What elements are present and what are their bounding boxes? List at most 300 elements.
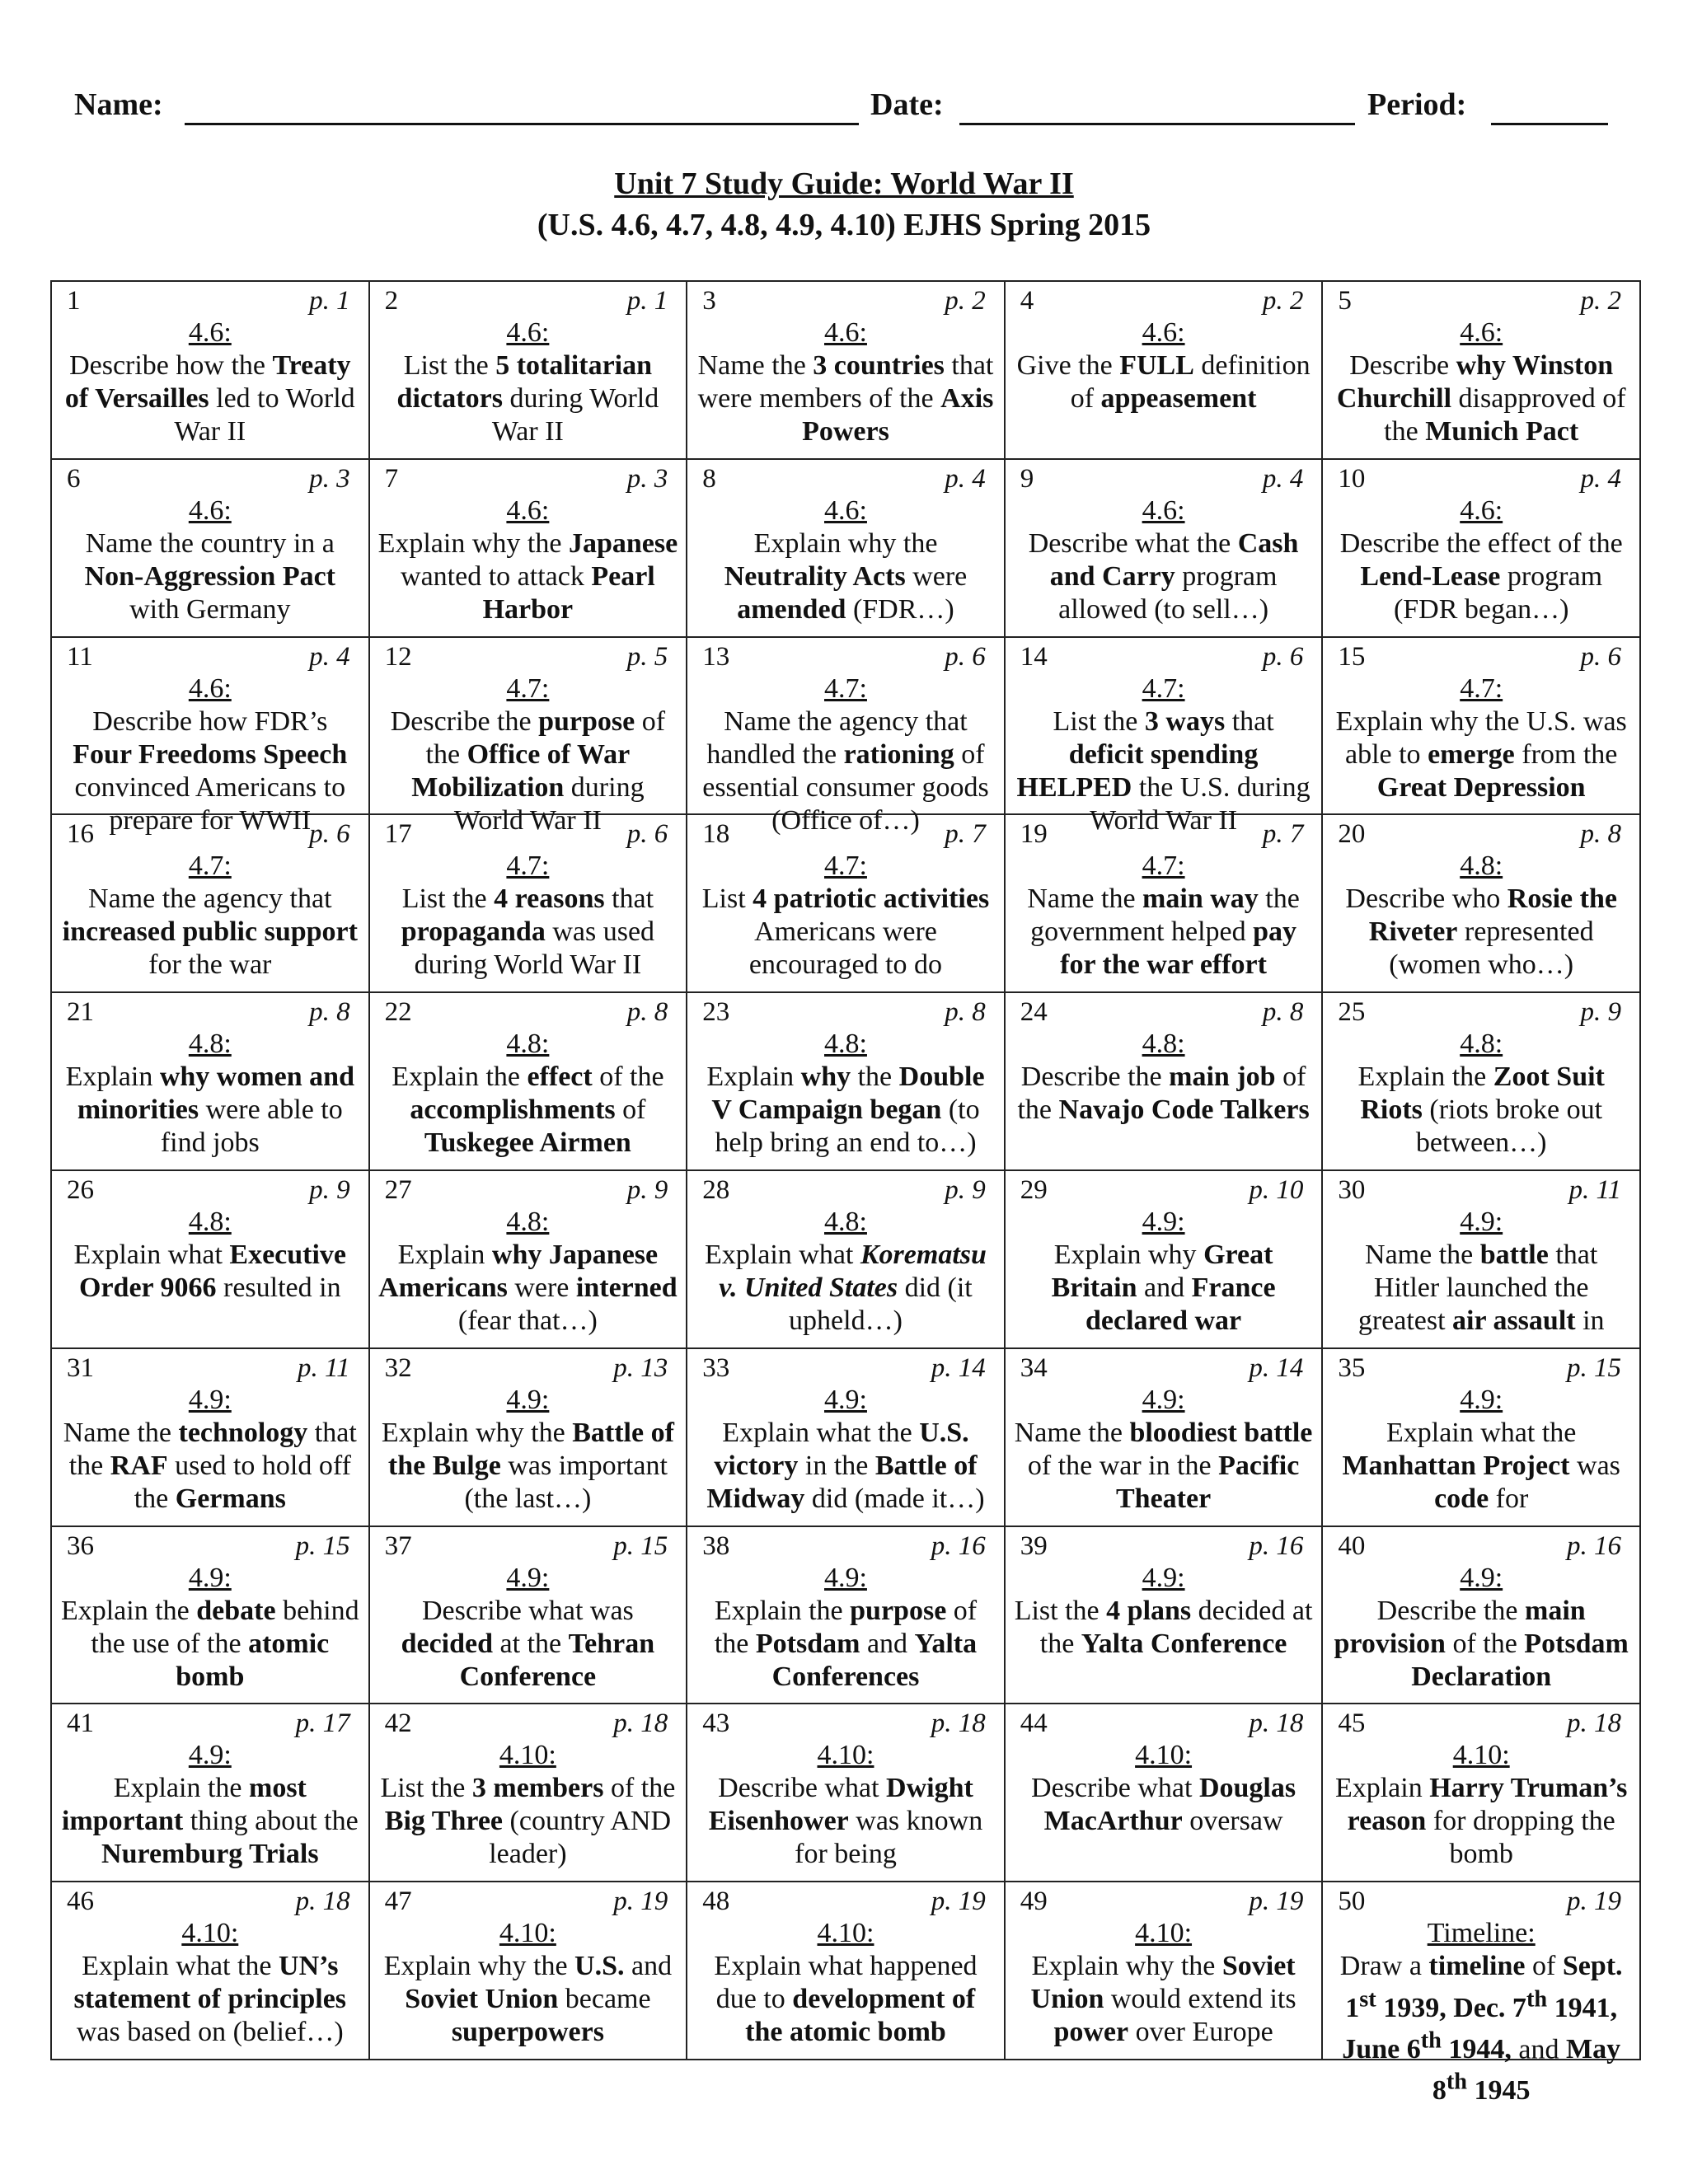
- study-item-content: [1323, 815, 1639, 987]
- study-item-content: [370, 1882, 687, 2054]
- item-standard: 4.9:: [1142, 1384, 1185, 1415]
- item-page-ref: p. 11: [1568, 1174, 1621, 1205]
- item-number: 50: [1338, 1886, 1366, 1917]
- item-number: 9: [1020, 463, 1034, 494]
- item-prompt: Explain why the U.S. and Soviet Union became superpowers: [383, 1951, 673, 2048]
- item-standard: 4.8:: [1460, 851, 1503, 882]
- study-item: [1322, 459, 1640, 637]
- study-item: [51, 1170, 369, 1348]
- item-prompt: Explain what the UN’s statement of principles was based on (belief…): [73, 1951, 347, 2048]
- study-item: [1322, 1348, 1640, 1526]
- item-prompt: Explain what the Manhattan Project was code for: [1342, 1417, 1620, 1514]
- item-number: 10: [1338, 463, 1366, 494]
- item-number: 2: [384, 286, 399, 316]
- item-prompt: Describe how FDR’s Four Freedoms Speech convinced Americans to prepare for WWII: [73, 705, 348, 836]
- item-standard: 4.9:: [1460, 1562, 1503, 1593]
- study-item-content: [687, 1882, 1004, 2054]
- item-number: 17: [384, 819, 412, 850]
- item-standard: 4.6:: [824, 317, 867, 348]
- study-item: [1005, 1170, 1323, 1348]
- item-prompt: Describe why Winston Churchill disapproved of the Munich Pact: [1336, 350, 1626, 447]
- study-item: [369, 992, 687, 1170]
- student-info-header: [74, 87, 1624, 139]
- study-item-content: [1006, 815, 1322, 987]
- item-standard: 4.7:: [506, 673, 550, 704]
- item-prompt: Explain what Executive Order 9066 resulted in: [73, 1239, 347, 1303]
- item-page-ref: p. 14: [1249, 1352, 1304, 1383]
- study-item: [1322, 637, 1640, 815]
- grid-row: [51, 992, 1640, 1170]
- grid-body: [51, 281, 1640, 2107]
- item-number: 46: [67, 1886, 94, 1917]
- item-number: 36: [67, 1530, 94, 1561]
- item-page-ref: p. 6: [309, 819, 350, 850]
- item-standard: 4.7:: [1460, 673, 1503, 704]
- study-item: [1005, 814, 1323, 992]
- item-page-ref: p. 19: [1567, 1886, 1621, 1917]
- item-prompt: Explain what the U.S. victory in the Battle of Midway did (made it…): [706, 1417, 985, 1514]
- study-item: [687, 1526, 1005, 1704]
- name-field[interactable]: [185, 123, 859, 125]
- item-page-ref: p. 6: [1262, 641, 1304, 672]
- item-prompt: Name the main way the government helped pay for the war effort: [1027, 883, 1300, 981]
- study-item-content: [1006, 1704, 1322, 1876]
- study-item-content: [687, 1349, 1004, 1521]
- item-number: 45: [1338, 1708, 1366, 1739]
- item-prompt: Explain what Korematsu v. United States did (it upheld…): [705, 1239, 987, 1336]
- study-item: [51, 992, 369, 1170]
- item-prompt: Explain why Japanese Americans were interned (fear that…): [378, 1239, 678, 1336]
- item-prompt: Name the agency that handled the rationing of essential consumer goods (Office of…): [702, 705, 989, 836]
- item-page-ref: p. 9: [1580, 997, 1621, 1028]
- study-item-content: [370, 460, 687, 631]
- study-item-content: [1323, 1704, 1639, 1876]
- study-item-content: [687, 460, 1004, 631]
- study-item-content: [52, 815, 368, 987]
- study-item-content: [1006, 460, 1322, 631]
- item-standard: 4.9:: [824, 1562, 867, 1593]
- study-item: [51, 459, 369, 637]
- item-number: 25: [1338, 997, 1366, 1028]
- study-item-content: [52, 1171, 368, 1343]
- study-item: [1322, 1704, 1640, 1882]
- item-standard: 4.10:: [1452, 1740, 1510, 1771]
- item-number: 33: [702, 1352, 730, 1383]
- study-item-content: [52, 1704, 368, 1876]
- item-page-ref: p. 4: [945, 463, 986, 494]
- study-item-content: [687, 1527, 1004, 1699]
- item-standard: 4.10:: [499, 1740, 556, 1771]
- study-item: [369, 1526, 687, 1704]
- item-page-ref: p. 2: [945, 286, 986, 316]
- study-item: [51, 1348, 369, 1526]
- item-page-ref: p. 4: [1262, 463, 1304, 494]
- item-page-ref: p. 17: [295, 1708, 350, 1739]
- item-prompt: Explain the purpose of the Potsdam and Yalta Conferences: [714, 1595, 978, 1692]
- item-standard: 4.6:: [188, 494, 232, 526]
- item-number: 8: [702, 463, 716, 494]
- item-page-ref: p. 3: [309, 463, 350, 494]
- study-item: [369, 1170, 687, 1348]
- item-prompt: Describe how the Treaty of Versailles led to World War II: [64, 350, 355, 447]
- study-item: [1322, 992, 1640, 1170]
- date-field[interactable]: [959, 123, 1355, 125]
- study-item-content: [52, 993, 368, 1165]
- item-page-ref: p. 18: [931, 1708, 986, 1739]
- item-number: 3: [702, 286, 716, 316]
- item-standard: 4.9:: [824, 1384, 867, 1415]
- item-page-ref: p. 18: [295, 1886, 350, 1917]
- item-number: 30: [1338, 1174, 1366, 1205]
- page-title: [0, 163, 1688, 246]
- item-prompt: List the 4 plans decided at the Yalta Conference: [1014, 1595, 1313, 1659]
- item-page-ref: p. 6: [626, 819, 668, 850]
- item-number: 38: [702, 1530, 730, 1561]
- study-item: [1005, 1348, 1323, 1526]
- study-item: [51, 1526, 369, 1704]
- item-number: 47: [384, 1886, 412, 1917]
- item-standard: 4.9:: [1142, 1206, 1185, 1237]
- study-item: [687, 992, 1005, 1170]
- item-standard: 4.6:: [506, 317, 550, 348]
- item-prompt: Explain the effect of the accomplishments of Tuskegee Airmen: [392, 1062, 664, 1159]
- item-prompt: Explain what happened due to development of the atomic bomb: [714, 1951, 978, 2048]
- item-number: 6: [67, 463, 81, 494]
- item-page-ref: p. 16: [1567, 1530, 1621, 1561]
- item-standard: 4.9:: [188, 1740, 232, 1771]
- period-label: Period:: [1367, 87, 1467, 122]
- date-label: Date:: [870, 87, 944, 122]
- study-item-content: [1323, 460, 1639, 631]
- item-standard: 4.8:: [824, 1029, 867, 1060]
- item-page-ref: p. 8: [309, 997, 350, 1028]
- study-item-content: [687, 1171, 1004, 1343]
- study-item: [51, 814, 369, 992]
- item-number: 48: [702, 1886, 730, 1917]
- item-prompt: Explain why the Japanese wanted to attack Pearl Harbor: [377, 527, 678, 625]
- item-page-ref: p. 16: [1249, 1530, 1304, 1561]
- item-page-ref: p. 4: [1580, 463, 1621, 494]
- study-item: [51, 1882, 369, 2060]
- period-field[interactable]: [1491, 123, 1608, 125]
- study-item: [51, 1704, 369, 1882]
- item-prompt: List the 3 ways that deficit spending HELPED the U.S. during World War II: [1016, 705, 1311, 836]
- item-number: 24: [1020, 997, 1048, 1028]
- study-item: [687, 1882, 1005, 2060]
- study-item: [687, 1704, 1005, 1882]
- item-page-ref: p. 13: [613, 1352, 668, 1383]
- item-page-ref: p. 5: [626, 641, 668, 672]
- item-standard: 4.9:: [1460, 1384, 1503, 1415]
- study-item: [1322, 1170, 1640, 1348]
- item-number: 35: [1338, 1352, 1366, 1383]
- item-standard: 4.8:: [1142, 1029, 1185, 1060]
- study-item: [369, 281, 687, 459]
- item-standard: 4.9:: [188, 1384, 232, 1415]
- item-page-ref: p. 8: [626, 997, 668, 1028]
- study-item-content: [370, 1349, 687, 1521]
- item-prompt: Describe what Dwight Eisenhower was known for being: [708, 1773, 983, 1870]
- item-number: 14: [1020, 641, 1048, 672]
- item-page-ref: p. 2: [1580, 286, 1621, 316]
- item-prompt: Explain why the Double V Campaign began (to help bring an end to…): [706, 1062, 985, 1159]
- study-item: [1005, 281, 1323, 459]
- item-standard: 4.9:: [1142, 1562, 1185, 1593]
- item-standard: 4.7:: [506, 851, 550, 882]
- item-number: 31: [67, 1352, 94, 1383]
- item-page-ref: p. 19: [1249, 1886, 1304, 1917]
- item-number: 13: [702, 641, 730, 672]
- item-standard: 4.10:: [817, 1740, 874, 1771]
- study-item-content: [52, 460, 368, 631]
- study-item: [1322, 1882, 1640, 2107]
- item-prompt: Name the battle that Hitler launched the greatest air assault in: [1357, 1239, 1605, 1336]
- item-number: 40: [1338, 1530, 1366, 1561]
- item-standard: 4.10:: [1135, 1740, 1193, 1771]
- item-prompt: Explain the Zoot Suit Riots (riots broke out between…): [1357, 1062, 1605, 1159]
- item-standard: 4.6:: [1460, 317, 1503, 348]
- name-label: Name:: [74, 87, 163, 122]
- item-prompt: List the 5 totalitarian dictators during World War II: [396, 350, 659, 447]
- item-standard: 4.6:: [188, 317, 232, 348]
- item-page-ref: p. 9: [945, 1174, 986, 1205]
- item-prompt: Explain the most important thing about the Nuremburg Trials: [61, 1773, 359, 1870]
- item-number: 16: [67, 819, 94, 850]
- item-prompt: Name the country in a Non-Aggression Pact with Germany: [84, 527, 335, 625]
- study-item-content: [687, 815, 1004, 987]
- item-page-ref: p. 15: [613, 1530, 668, 1561]
- study-item-content: [370, 1527, 687, 1699]
- item-prompt: Describe what the Cash and Carry program allowed (to sell…): [1028, 527, 1299, 625]
- item-number: 5: [1338, 286, 1352, 316]
- item-number: 22: [384, 997, 412, 1028]
- study-item: [687, 281, 1005, 459]
- item-standard: 4.6:: [824, 494, 867, 526]
- item-number: 21: [67, 997, 94, 1028]
- item-number: 29: [1020, 1174, 1048, 1205]
- item-number: 23: [702, 997, 730, 1028]
- item-prompt: Name the 3 countries that were members of the Axis Powers: [697, 350, 994, 447]
- study-item-content: [1323, 282, 1639, 453]
- item-page-ref: p. 19: [613, 1886, 668, 1917]
- item-standard: 4.8:: [824, 1206, 867, 1237]
- item-prompt: List the 3 members of the Big Three (country AND leader): [380, 1773, 676, 1870]
- item-number: 12: [384, 641, 412, 672]
- item-page-ref: p. 15: [295, 1530, 350, 1561]
- item-prompt: Describe who Rosie the Riveter represented (women who…): [1345, 883, 1617, 981]
- item-number: 20: [1338, 819, 1366, 850]
- item-page-ref: p. 18: [1567, 1708, 1621, 1739]
- item-prompt: Describe the main job of the Navajo Code Talkers: [1017, 1062, 1310, 1126]
- study-item-content: [370, 993, 687, 1165]
- title-line-2: (U.S. 4.6, 4.7, 4.8, 4.9, 4.10) EJHS Spring 2015: [537, 208, 1151, 242]
- item-prompt: Explain why women and minorities were able to find jobs: [65, 1062, 355, 1159]
- item-prompt: Name the technology that the RAF used to hold off the Germans: [63, 1417, 357, 1514]
- item-number: 19: [1020, 819, 1048, 850]
- item-page-ref: p. 3: [626, 463, 668, 494]
- grid-row: [51, 1704, 1640, 1882]
- item-prompt: Give the FULL definition of appeasement: [1016, 350, 1311, 414]
- study-item-content: [687, 1704, 1004, 1876]
- item-page-ref: p. 8: [945, 997, 986, 1028]
- study-item: [1005, 992, 1323, 1170]
- grid-row: [51, 1882, 1640, 2060]
- study-item-content: [1323, 993, 1639, 1165]
- item-prompt: Describe the effect of the Lend-Lease program (FDR began…): [1339, 527, 1623, 625]
- item-standard: 4.8:: [1460, 1029, 1503, 1060]
- study-item: [687, 1170, 1005, 1348]
- study-item: [687, 1348, 1005, 1526]
- item-prompt: Describe what Douglas MacArthur oversaw: [1031, 1773, 1296, 1837]
- item-standard: 4.10:: [499, 1918, 556, 1949]
- item-number: 15: [1338, 641, 1366, 672]
- item-number: 42: [384, 1708, 412, 1739]
- item-prompt: Explain why Great Britain and France declared war: [1051, 1239, 1276, 1336]
- study-item: [369, 1348, 687, 1526]
- grid-row: [51, 1348, 1640, 1526]
- item-standard: 4.8:: [506, 1029, 550, 1060]
- item-page-ref: p. 11: [298, 1352, 350, 1383]
- study-guide-grid: [50, 280, 1641, 2107]
- item-page-ref: p. 7: [945, 819, 986, 850]
- study-item-content: [370, 815, 687, 987]
- study-item-content: [52, 1349, 368, 1521]
- item-number: 41: [67, 1708, 94, 1739]
- item-page-ref: p. 4: [309, 641, 350, 672]
- study-item-content: [687, 993, 1004, 1165]
- grid-row: [51, 281, 1640, 459]
- item-standard: 4.10:: [817, 1918, 874, 1949]
- item-page-ref: p. 1: [626, 286, 668, 316]
- item-standard: 4.7:: [188, 851, 232, 882]
- item-number: 32: [384, 1352, 412, 1383]
- item-prompt: Describe the main provision of the Potsdam Declaration: [1334, 1595, 1629, 1692]
- study-item: [369, 459, 687, 637]
- study-item: [1322, 814, 1640, 992]
- study-item: [1005, 459, 1323, 637]
- item-prompt: List the 4 reasons that propaganda was used during World War II: [401, 883, 655, 981]
- item-number: 26: [67, 1174, 94, 1205]
- item-prompt: Explain why the Neutrality Acts were amended (FDR…): [724, 527, 968, 625]
- item-page-ref: p. 9: [626, 1174, 668, 1205]
- item-page-ref: p. 18: [1249, 1708, 1304, 1739]
- item-number: 28: [702, 1174, 730, 1205]
- item-page-ref: p. 6: [1580, 641, 1621, 672]
- grid-row: [51, 1526, 1640, 1704]
- item-prompt: Name the agency that increased public support for the war: [62, 883, 358, 981]
- study-item-content: [52, 1882, 368, 2054]
- study-item-content: [370, 282, 687, 453]
- item-page-ref: p. 15: [1567, 1352, 1621, 1383]
- title-line-1: Unit 7 Study Guide: World War II: [614, 166, 1074, 201]
- item-standard: 4.7:: [1142, 673, 1185, 704]
- grid-row: [51, 814, 1640, 992]
- item-standard: 4.10:: [1135, 1918, 1193, 1949]
- item-page-ref: p. 9: [309, 1174, 350, 1205]
- study-item-content: [1006, 1527, 1322, 1699]
- study-item: [1005, 1704, 1323, 1882]
- study-item-content: [1323, 1349, 1639, 1521]
- study-item-content: [52, 282, 368, 453]
- item-page-ref: p. 19: [931, 1886, 986, 1917]
- item-number: 11: [67, 641, 93, 672]
- item-standard: 4.9:: [188, 1562, 232, 1593]
- study-item-content: [1006, 1882, 1322, 2054]
- item-page-ref: p. 8: [1262, 997, 1304, 1028]
- item-prompt: Explain why the Soviet Union would extend its power over Europe: [1030, 1951, 1296, 2048]
- item-page-ref: p. 1: [309, 286, 350, 316]
- item-standard: 4.9:: [506, 1562, 550, 1593]
- study-item-content: [1006, 1349, 1322, 1521]
- item-page-ref: p. 2: [1262, 286, 1304, 316]
- item-page-ref: p. 16: [931, 1530, 986, 1561]
- study-item: [687, 459, 1005, 637]
- item-standard: 4.6:: [1142, 494, 1185, 526]
- item-standard: 4.8:: [506, 1206, 550, 1237]
- item-number: 18: [702, 819, 730, 850]
- study-item: [51, 281, 369, 459]
- item-prompt: Describe what was decided at the Tehran Conference: [401, 1595, 655, 1692]
- item-standard: 4.6:: [506, 494, 550, 526]
- item-page-ref: p. 8: [1580, 819, 1621, 850]
- study-item-content: [370, 1171, 687, 1343]
- item-page-ref: p. 14: [931, 1352, 986, 1383]
- item-number: 4: [1020, 286, 1034, 316]
- study-item-content: [687, 282, 1004, 453]
- item-standard: 4.6:: [1460, 494, 1503, 526]
- study-item: [687, 814, 1005, 992]
- grid-row: [51, 459, 1640, 637]
- item-page-ref: p. 6: [945, 641, 986, 672]
- item-number: 27: [384, 1174, 412, 1205]
- study-item-content: [1006, 282, 1322, 453]
- item-page-ref: p. 18: [613, 1708, 668, 1739]
- item-number: 49: [1020, 1886, 1048, 1917]
- study-item: [1322, 281, 1640, 459]
- item-prompt: Name the bloodiest battle of the war in the Pacific Theater: [1014, 1417, 1313, 1514]
- study-item-content: [1006, 1171, 1322, 1343]
- study-item: [1322, 1526, 1640, 1704]
- item-standard: 4.7:: [824, 851, 867, 882]
- study-item-content: [1323, 1527, 1639, 1699]
- item-page-ref: p. 7: [1262, 819, 1304, 850]
- item-standard: 4.7:: [824, 673, 867, 704]
- study-item: [1005, 1882, 1323, 2060]
- item-standard: Timeline:: [1427, 1918, 1536, 1949]
- study-item-content: [1006, 993, 1322, 1165]
- item-standard: 4.9:: [1460, 1206, 1503, 1237]
- item-prompt: Explain the debate behind the use of the atomic bomb: [60, 1595, 359, 1692]
- item-prompt: List 4 patriotic activities Americans were encouraged to do: [701, 883, 990, 981]
- item-standard: 4.9:: [506, 1384, 550, 1415]
- study-item-content: [370, 1704, 687, 1876]
- item-standard: 4.7:: [1142, 851, 1185, 882]
- item-standard: 4.8:: [188, 1029, 232, 1060]
- grid-row: [51, 637, 1640, 815]
- study-item-content: [52, 1527, 368, 1699]
- item-prompt: Explain why the Battle of the Bulge was important (the last…): [381, 1417, 674, 1514]
- item-prompt: Explain why the U.S. was able to emerge from the Great Depression: [1335, 705, 1627, 803]
- item-number: 37: [384, 1530, 412, 1561]
- item-standard: 4.10:: [181, 1918, 239, 1949]
- item-page-ref: p. 10: [1249, 1174, 1304, 1205]
- item-number: 43: [702, 1708, 730, 1739]
- item-prompt: Explain Harry Truman’s reason for dropping the bomb: [1334, 1773, 1628, 1870]
- item-prompt: Describe the purpose of the Office of War Mobilization during World War II: [390, 705, 666, 836]
- study-item-content: [1323, 1171, 1639, 1343]
- study-item-content: [1323, 1882, 1639, 2107]
- item-standard: 4.8:: [188, 1206, 232, 1237]
